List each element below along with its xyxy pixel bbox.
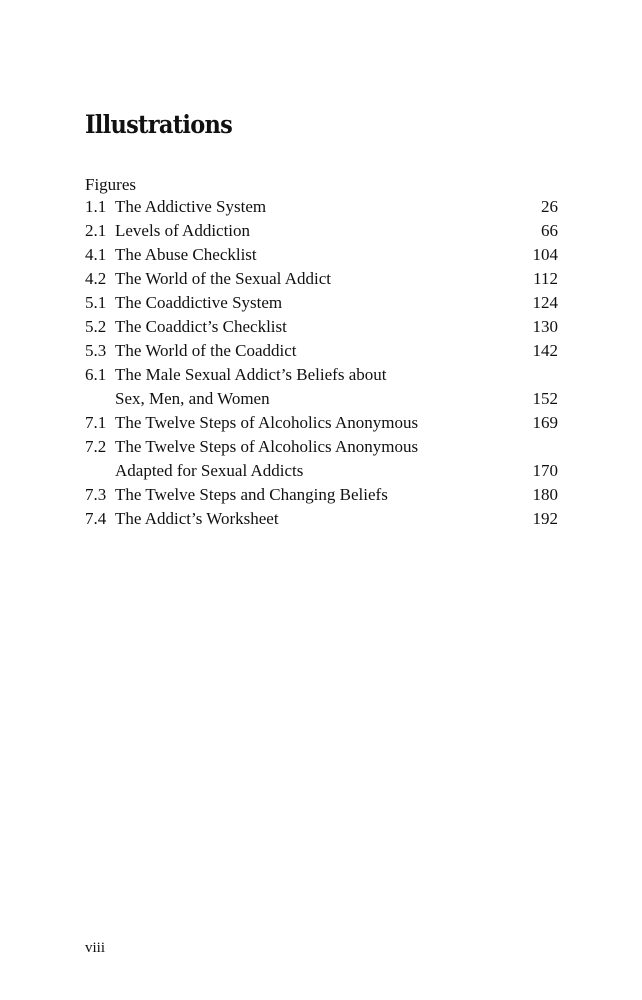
figure-title-text: Adapted for Sexual Addicts (115, 461, 304, 480)
figure-title-text: The World of the Sexual Addict (115, 269, 331, 288)
figure-page-number: 169 (532, 413, 558, 432)
figure-number: 7.3 (85, 485, 107, 504)
figure-title-line (115, 219, 558, 243)
figure-number: 4.2 (85, 269, 107, 288)
figure-entry (85, 291, 558, 315)
figure-title-text: The Abuse Checklist (115, 245, 257, 264)
figure-title-line (115, 483, 558, 507)
figure-title-text: The Addict’s Worksheet (115, 509, 279, 528)
figure-number: 7.1 (85, 413, 107, 432)
section-label-figures: Figures (85, 175, 136, 194)
figure-page-number: 124 (532, 293, 558, 312)
figure-number: 4.1 (85, 245, 107, 264)
figure-title (115, 195, 558, 219)
figure-number: 2.1 (85, 221, 107, 240)
figure-entry (85, 363, 558, 411)
figure-title-text: Sex, Men, and Women (115, 389, 270, 408)
figure-title-line (115, 195, 558, 219)
figure-title-line (115, 267, 558, 291)
figure-number: 7.4 (85, 509, 107, 528)
figure-title (115, 483, 558, 507)
figure-title (115, 339, 558, 363)
figure-title (115, 435, 558, 483)
figure-page-number: 152 (532, 389, 558, 408)
figure-page-number: 66 (541, 221, 558, 240)
figure-title-line (115, 459, 558, 483)
figure-title-line (115, 243, 558, 267)
page-title: Illustrations (85, 110, 233, 139)
figure-title-line (115, 339, 558, 363)
figure-title-text: The Addictive System (115, 197, 267, 216)
figure-entry (85, 411, 558, 435)
figure-title-line (115, 387, 558, 411)
figure-title-line (115, 363, 558, 387)
figure-page-number: 130 (532, 317, 558, 336)
figure-number: 6.1 (85, 365, 107, 384)
figure-title-line (115, 411, 558, 435)
figure-title-text: The Twelve Steps and Changing Beliefs (115, 485, 388, 504)
figure-page-number: 26 (541, 197, 558, 216)
page-number: viii (85, 940, 106, 956)
figure-page-number: 192 (532, 509, 558, 528)
figure-title-line (115, 315, 558, 339)
figure-number: 1.1 (85, 197, 107, 216)
figure-title (115, 243, 558, 267)
figure-page-number: 104 (532, 245, 558, 264)
figure-number: 5.1 (85, 293, 107, 312)
figure-entry (85, 315, 558, 339)
figure-title (115, 411, 558, 435)
figure-title (115, 507, 558, 531)
figure-number: 7.2 (85, 437, 107, 456)
figure-title-text: The Coaddictive System (115, 293, 283, 312)
figure-entry (85, 339, 558, 363)
figure-page-number: 112 (533, 269, 558, 288)
figure-title (115, 363, 558, 411)
figure-title-text: The World of the Coaddict (115, 341, 297, 360)
figure-entry (85, 195, 558, 219)
figure-title-text: The Coaddict’s Checklist (115, 317, 287, 336)
figure-title (115, 315, 558, 339)
figure-page-number: 142 (532, 341, 558, 360)
figure-entry (85, 507, 558, 531)
figure-list (85, 195, 558, 531)
figure-title-line (115, 291, 558, 315)
figure-entry (85, 267, 558, 291)
figure-entry (85, 483, 558, 507)
figure-entry (85, 243, 558, 267)
figure-title (115, 219, 558, 243)
figure-title-line (115, 507, 558, 531)
figure-page-number: 180 (532, 485, 558, 504)
figure-number: 5.3 (85, 341, 107, 360)
figure-title-line (115, 435, 558, 459)
figure-title-text: Levels of Addiction (115, 221, 251, 240)
figure-title (115, 291, 558, 315)
figure-title (115, 267, 558, 291)
figure-entry (85, 219, 558, 243)
figure-entry (85, 435, 558, 483)
figure-title-text: The Male Sexual Addict’s Beliefs about (115, 365, 387, 384)
figure-page-number: 170 (532, 461, 558, 480)
figure-number: 5.2 (85, 317, 107, 336)
figure-title-text: The Twelve Steps of Alcoholics Anonymous (115, 413, 419, 432)
figure-title-text: The Twelve Steps of Alcoholics Anonymous (115, 437, 419, 456)
